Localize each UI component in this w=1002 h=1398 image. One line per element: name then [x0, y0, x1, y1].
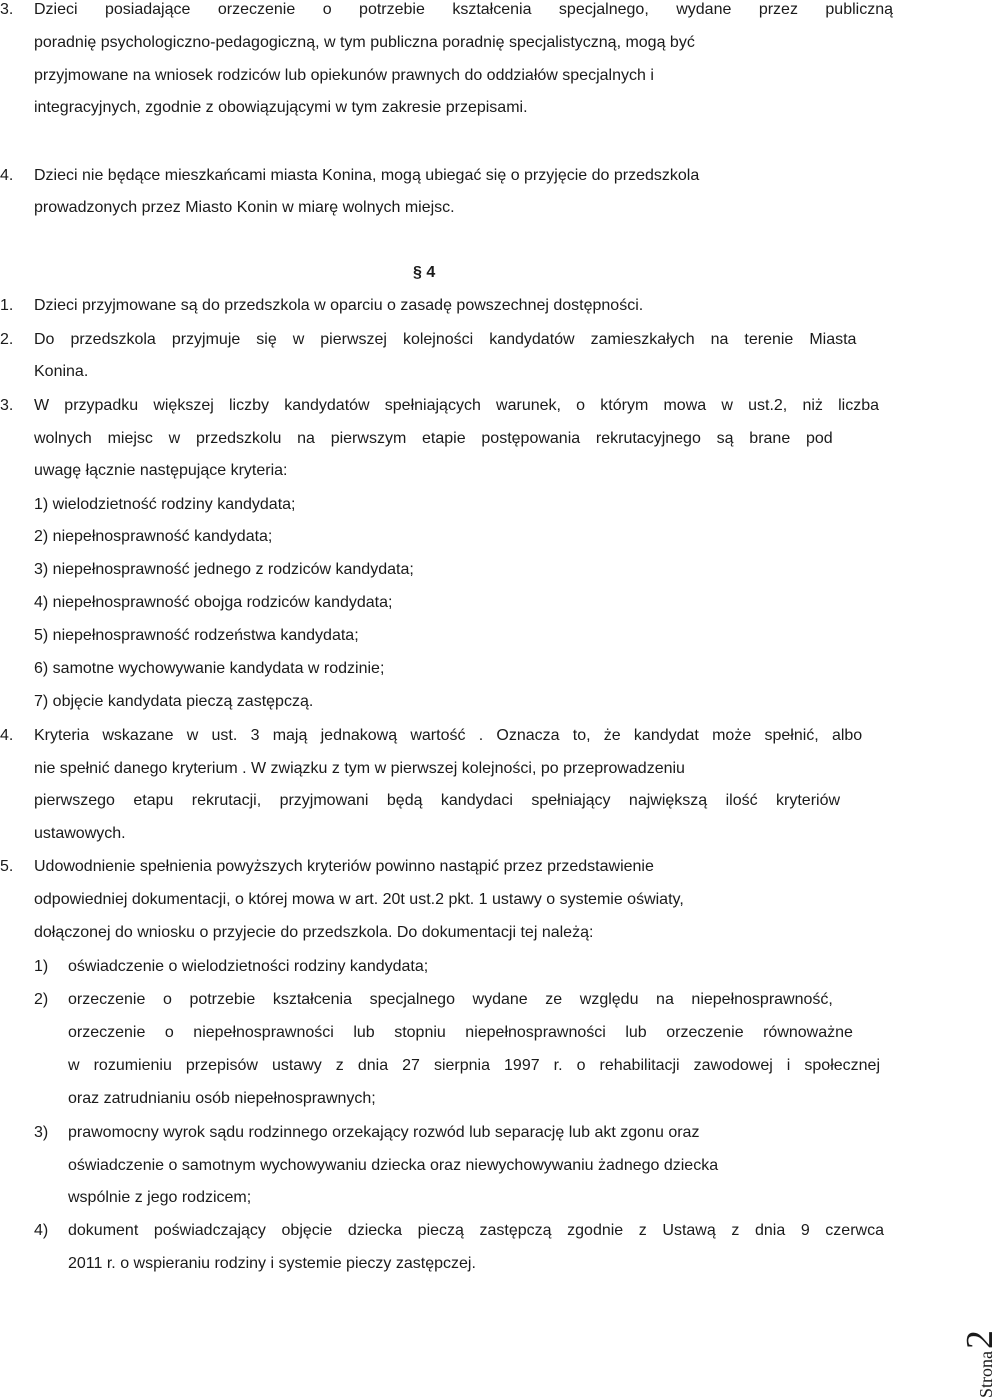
- list-number: 2.: [0, 331, 14, 348]
- section-number: 4: [426, 264, 436, 281]
- paragraph-line: 1) wielodzietność rodziny kandydata;: [34, 496, 296, 513]
- section-symbol: §: [413, 264, 427, 281]
- page-footer: [924, 1308, 1001, 1398]
- paragraph-line: Dzieci nie będące mieszkańcami miasta Konina, mogą ubiegać się o przyjęcie do przedszkola: [34, 167, 700, 184]
- paragraph-line: pierwszego etapu rekrutacji, przyjmowani będą kandydaci spełniający największą ilość kryteriów: [34, 792, 841, 809]
- list-number: 1): [34, 958, 49, 975]
- paragraph-line: 5) niepełnosprawność rodzeństwa kandydata;: [34, 627, 359, 644]
- paragraph-line: poradnię psychologiczno-pedagogiczną, w tym publiczna poradnię specjalistyczną, mogą być: [34, 34, 695, 51]
- paragraph-line: ustawowych.: [34, 825, 126, 842]
- paragraph-line: 2011 r. o wspieraniu rodziny i systemie pieczy zastępczej.: [68, 1255, 476, 1272]
- list-number: 4): [34, 1222, 49, 1239]
- paragraph-line: w rozumieniu przepisów ustawy z dnia 27 sierpnia 1997 r. o rehabilitacji zawodowej i społecznej: [68, 1057, 880, 1074]
- paragraph-line: Udowodnienie spełnienia powyższych kryteriów powinno nastąpić przez przedstawienie: [34, 858, 654, 875]
- paragraph-line: prowadzonych przez Miasto Konin w miarę wolnych miejsc.: [34, 199, 455, 216]
- footer-page-word: Strona: [976, 1351, 996, 1398]
- paragraph-line: nie spełnić danego kryterium . W związku z tym w pierwszej kolejności, po przeprowadzeniu: [34, 760, 685, 777]
- paragraph-line: 4) niepełnosprawność obojga rodziców kandydata;: [34, 594, 393, 611]
- list-number: 3.: [0, 397, 14, 414]
- paragraph-line: Dzieci przyjmowane są do przedszkola w oparciu o zasadę powszechnej dostępności.: [34, 297, 644, 314]
- paragraph-line: Kryteria wskazane w ust. 3 mają jednakową wartość . Oznacza to, że kandydat może spełnić, albo: [34, 727, 863, 744]
- paragraph-line: wolnych miejsc w przedszkolu na pierwszym etapie postępowania rekrutacyjnego są brane pod: [34, 430, 833, 447]
- list-number: 4.: [0, 167, 14, 184]
- list-number: 5.: [0, 858, 14, 875]
- footer-page-number: 2: [959, 1330, 1001, 1349]
- paragraph-line: W przypadku większej liczby kandydatów spełniających warunek, o którym mowa w ust.2, niż liczba: [34, 397, 879, 414]
- paragraph-line: dokument poświadczający objęcie dziecka pieczą zastępczą zgodnie z Ustawą z dnia 9 czerwca: [68, 1222, 884, 1239]
- section-heading: [413, 263, 435, 283]
- paragraph-line: 6) samotne wychowywanie kandydata w rodzinie;: [34, 660, 385, 677]
- paragraph-line: oświadczenie o wielodzietności rodziny kandydata;: [68, 958, 429, 975]
- paragraph-line: 3) niepełnosprawność jednego z rodziców kandydata;: [34, 561, 414, 578]
- paragraph-line: orzeczenie o niepełnosprawności lub stopniu niepełnosprawności lub orzeczenie równoważne: [68, 1024, 853, 1041]
- paragraph-line: prawomocny wyrok sądu rodzinnego orzekający rozwód lub separację lub akt zgonu oraz: [68, 1124, 700, 1141]
- list-number: 1.: [0, 297, 14, 314]
- paragraph-line: orzeczenie o potrzebie kształcenia specjalnego wydane ze względu na niepełnosprawność,: [68, 991, 833, 1008]
- paragraph-line: 2) niepełnosprawność kandydata;: [34, 528, 273, 545]
- paragraph-line: wspólnie z jego rodzicem;: [68, 1189, 252, 1206]
- paragraph-line: uwagę łącznie następujące kryteria:: [34, 462, 288, 479]
- list-number: 3.: [0, 1, 14, 18]
- list-number: 2): [34, 991, 49, 1008]
- paragraph-line: odpowiedniej dokumentacji, o której mowa w art. 20t ust.2 pkt. 1 ustawy o systemie oświaty,: [34, 891, 684, 908]
- paragraph-line: 7) objęcie kandydata pieczą zastępczą.: [34, 693, 314, 710]
- paragraph-line: Dzieci posiadające orzeczenie o potrzebie kształcenia specjalnego, wydane przez publiczną: [34, 1, 893, 18]
- paragraph-line: oświadczenie o samotnym wychowywaniu dziecka oraz niewychowywaniu żadnego dziecka: [68, 1157, 719, 1174]
- paragraph-line: przyjmowane na wniosek rodziców lub opiekunów prawnych do oddziałów specjalnych i: [34, 67, 654, 84]
- paragraph-line: integracyjnych, zgodnie z obowiązującymi w tym zakresie przepisami.: [34, 99, 528, 116]
- paragraph-line: Konina.: [34, 363, 89, 380]
- paragraph-line: dołączonej do wniosku o przyjecie do przedszkola. Do dokumentacji tej należą:: [34, 924, 594, 941]
- paragraph-line: oraz zatrudnianiu osób niepełnosprawnych;: [68, 1090, 376, 1107]
- list-number: 3): [34, 1124, 49, 1141]
- paragraph-line: Do przedszkola przyjmuje się w pierwszej kolejności kandydatów zamieszkałych na terenie Miasta: [34, 331, 857, 348]
- list-number: 4.: [0, 727, 14, 744]
